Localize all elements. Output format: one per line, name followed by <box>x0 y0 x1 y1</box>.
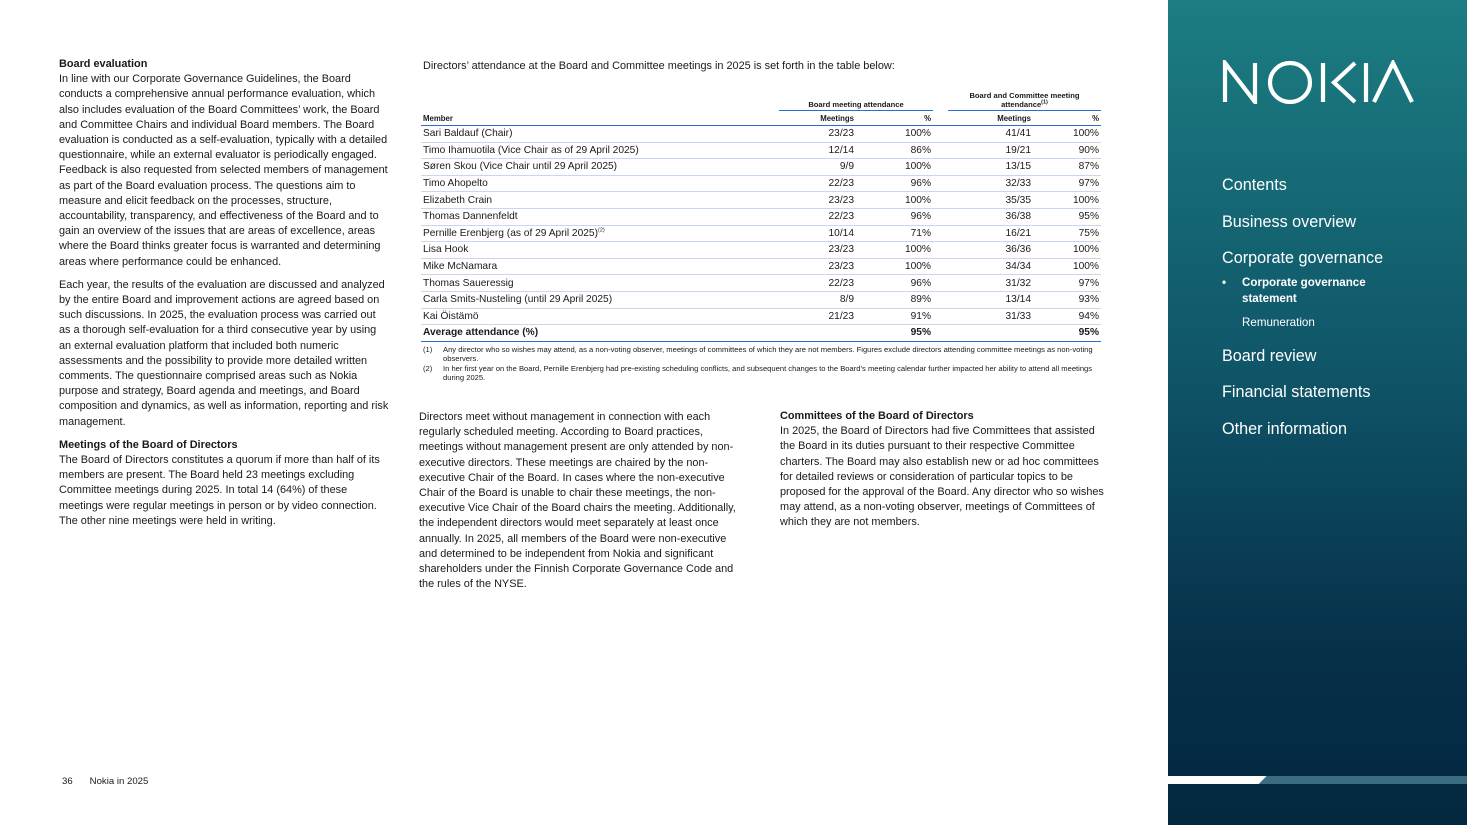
committee-pct-cell: 75% <box>1078 227 1099 239</box>
board-evaluation-paragraph-1: In line with our Corporate Governance Guidelines, the Board conducts a comprehensive annual performance evaluation, which also includes evaluation of the Board Committees’ work, the Board and Committee Chairs and individual Board members. The Board evaluation is conducted as a self-evaluation, typically with a detailed questionnaire, while an external evaluator is periodically engaged. Feedback is also requested from selected members of management as part of the Board evaluation process. The questions aim to measure and elicit feedback on the processes, structure, accountability, transparency, and effectiveness of the Board and to gain an overview of the issues that are areas of excellence, areas where the Board thinks greater focus is warranted and determining areas where performance could be enhanced. <box>59 73 388 268</box>
board-pct-cell: 96% <box>910 277 931 289</box>
table-row <box>421 126 1101 143</box>
bullet-icon: • <box>1222 275 1227 289</box>
table-row <box>421 309 1101 326</box>
col-member-header: Member <box>423 113 453 123</box>
member-cell: Carla Smits-Nusteling (until 29 April 2025) <box>423 294 613 306</box>
board-pct-cell: 89% <box>910 294 931 306</box>
table-footnotes <box>421 345 1101 382</box>
committee-meetings-cell: 16/21 <box>1005 227 1031 239</box>
progress-fill <box>1168 776 1267 784</box>
board-pct-cell: 100% <box>904 161 931 173</box>
page-footer <box>62 776 148 787</box>
attendance-table <box>421 87 1101 383</box>
board-pct-cell: 96% <box>910 211 931 223</box>
board-meetings-cell: 23/23 <box>828 244 854 256</box>
board-meetings-cell: 8/9 <box>839 294 854 306</box>
table-row <box>421 192 1101 209</box>
table-row <box>421 143 1101 160</box>
table-row <box>421 209 1101 226</box>
member-cell: Timo Ihamuotila (Vice Chair as of 29 April 2025) <box>423 144 639 156</box>
committee-meetings-cell: 32/33 <box>1005 178 1031 190</box>
nokia-logo[interactable] <box>1222 60 1414 109</box>
member-cell: Thomas Dannenfeldt <box>423 211 518 223</box>
report-title: Nokia in 2025 <box>89 776 149 787</box>
committees-section <box>780 409 1110 531</box>
member-cell: Lisa Hook <box>423 244 469 256</box>
table-header <box>421 111 1101 126</box>
nav-business-overview[interactable]: Business overview <box>1222 212 1357 231</box>
board-meetings-cell: 10/14 <box>828 227 854 239</box>
table-row <box>421 242 1101 259</box>
board-pct-cell: 100% <box>904 244 931 256</box>
left-column <box>59 57 389 537</box>
meetings-heading: Meetings of the Board of Directors <box>59 438 238 451</box>
member-cell: Sari Baldauf (Chair) <box>423 128 513 140</box>
col-committee-meetings-header: Meetings <box>997 113 1031 123</box>
committees-heading: Committees of the Board of Directors <box>780 410 974 422</box>
board-evaluation-heading: Board evaluation <box>59 58 148 70</box>
nav-corporate-governance[interactable]: Corporate governance <box>1222 249 1384 267</box>
sidebar <box>1168 0 1467 825</box>
member-cell: Timo Ahopelto <box>423 178 488 190</box>
nav-board-review[interactable]: Board review <box>1222 346 1317 365</box>
table-row <box>421 159 1101 176</box>
committee-meetings-cell: 35/35 <box>1005 194 1031 206</box>
committee-meetings-cell: 36/36 <box>1005 244 1031 256</box>
board-meetings-cell: 22/23 <box>828 277 854 289</box>
member-cell: Pernille Erenbjerg (as of 29 April 2025)$^{(2)}$ <box>423 227 605 239</box>
directors-meet-paragraph: Directors meet without management in connection with each regularly scheduled meeting. According to Board practices, meetings without management present are only attended by non-executive directors. These meetings are chaired by the non-executive Chair of the Board. In cases where the non-executive Chair of the Board is unable to chair these meetings, the non-executive Vice Chair of the Board chairs the meeting. Additionally, the independent directors would meet separately at least once annually. In 2025, all members of the Board were non-executive and determined to be independent from Nokia and significant shareholders under the Finnish Corporate Governance Code and the rules of the NYSE. <box>419 411 736 591</box>
col-board-meetings-header: Meetings <box>820 113 854 123</box>
board-meetings-cell: 22/23 <box>828 211 854 223</box>
board-pct-cell: 100% <box>904 194 931 206</box>
page-progress-bar <box>1168 776 1467 784</box>
nav-other-information[interactable]: Other information <box>1222 419 1348 438</box>
committee-pct-cell: 100% <box>1072 244 1099 256</box>
nav-financial-statements[interactable]: Financial statements <box>1222 383 1371 401</box>
board-pct-cell: 96% <box>910 178 931 190</box>
average-row <box>421 325 1101 342</box>
group-committee-attendance: Board and Committee meeting attendance$^{(1)}$ <box>948 92 1101 111</box>
member-cell: Kai Öistämö <box>423 310 479 322</box>
board-pct-cell: 86% <box>910 144 931 156</box>
nav-remuneration[interactable]: Remuneration <box>1242 315 1315 329</box>
committee-pct-cell: 100% <box>1072 194 1099 206</box>
committee-pct-cell: 90% <box>1078 144 1099 156</box>
committee-pct-cell: 100% <box>1072 128 1099 140</box>
committee-pct-cell: 94% <box>1078 310 1099 322</box>
committee-pct-cell: 100% <box>1072 261 1099 273</box>
board-pct-cell: 100% <box>904 128 931 140</box>
attendance-intro: Directors’ attendance at the Board and Committee meetings in 2025 is set forth in the table below: <box>423 60 895 72</box>
board-meetings-cell: 23/23 <box>828 128 854 140</box>
table-row <box>421 292 1101 309</box>
committee-meetings-cell: 13/14 <box>1005 294 1031 306</box>
table-row <box>421 259 1101 276</box>
board-meetings-cell: 12/14 <box>828 144 854 156</box>
average-committee-pct: 95% <box>1078 327 1099 339</box>
section-nav <box>1222 172 1392 452</box>
board-meetings-cell: 21/23 <box>828 310 854 322</box>
average-board-pct: 95% <box>910 327 931 339</box>
committee-meetings-cell: 34/34 <box>1005 261 1031 273</box>
footnote-2: (2) In her first year on the Board, Pernille Erenbjerg had pre-existing scheduling conflicts, and subsequent changes to the Board’s meeting calendar further impacted her ability to attend all meetings during 2025. <box>423 363 1093 382</box>
board-meetings-cell: 22/23 <box>828 178 854 190</box>
committee-meetings-cell: 41/41 <box>1005 128 1031 140</box>
board-evaluation-paragraph-2: Each year, the results of the evaluation are discussed and analyzed by the entire Board and improvement actions are agreed based on such discussions. In 2025, the evaluation process was carried out as a thorough self-evaluation for a third consecutive year by using an external evaluation platform that included both numeric assessments and the possibility to provide more detailed written comments. The questionnaire comprised areas such as Nokia purpose and strategy, Board agenda and meetings, and Board composition and dynamics, as well as information, reporting and risk management. <box>59 278 389 428</box>
board-meetings-cell: 23/23 <box>828 194 854 206</box>
member-cell: Mike McNamara <box>423 261 498 273</box>
committee-meetings-cell: 36/38 <box>1005 211 1031 223</box>
footnote-1: (1) Any director who so wishes may attend, as a non-voting observer, meetings of committees of which they are not members. Figures exclude directors attending committee meetings as non-voting observers. <box>423 344 1093 363</box>
nav-contents[interactable]: Contents <box>1222 176 1287 194</box>
group-board-attendance: Board meeting attendance <box>779 101 933 112</box>
table-body <box>421 126 1101 325</box>
board-pct-cell: 71% <box>910 227 931 239</box>
member-cell: Elizabeth Crain <box>423 194 493 206</box>
committee-pct-cell: 95% <box>1078 211 1099 223</box>
committee-pct-cell: 93% <box>1078 294 1099 306</box>
table-group-header <box>421 87 1101 111</box>
committee-pct-cell: 97% <box>1078 178 1099 190</box>
col-committee-pct-header: % <box>1092 113 1099 123</box>
board-meetings-cell: 9/9 <box>839 161 854 173</box>
committee-meetings-cell: 13/15 <box>1005 161 1031 173</box>
board-pct-cell: 91% <box>910 310 931 322</box>
committee-meetings-cell: 19/21 <box>1005 144 1031 156</box>
member-cell: Søren Skou (Vice Chair until 29 April 2025) <box>423 161 618 173</box>
nav-corporate-governance-statement[interactable]: • Corporate governance statement <box>1222 275 1392 308</box>
member-cell: Thomas Saueressig <box>423 277 514 289</box>
committee-meetings-cell: 31/33 <box>1005 310 1031 322</box>
page-number: 36 <box>62 776 73 787</box>
col-board-pct-header: % <box>924 113 931 123</box>
average-label: Average attendance (%) <box>423 327 539 339</box>
meetings-paragraph: The Board of Directors constitutes a quorum if more than half of its members are present. The Board held 23 meetings excluding Committee meetings during 2025. In total 14 (64%) of these meetings were regular meetings in person or by video connection. The other nine meetings were held in writing. <box>59 454 380 527</box>
board-pct-cell: 100% <box>904 261 931 273</box>
committee-meetings-cell: 31/32 <box>1005 277 1031 289</box>
table-row <box>421 226 1101 243</box>
committees-paragraph: In 2025, the Board of Directors had five Committees that assisted the Board in its duties pursuant to their respective Committee charters. The Board may also establish new or ad hoc committees for detailed reviews or consideration of particular topics to be proposed for the approval of the Board. Any director who so wishes may attend, as a non-voting observer, meetings of Committees of which they are not members. <box>780 425 1104 529</box>
board-meetings-cell: 23/23 <box>828 261 854 273</box>
table-row <box>421 176 1101 193</box>
committee-pct-cell: 97% <box>1078 277 1099 289</box>
committee-pct-cell: 87% <box>1078 161 1099 173</box>
table-row <box>421 275 1101 292</box>
